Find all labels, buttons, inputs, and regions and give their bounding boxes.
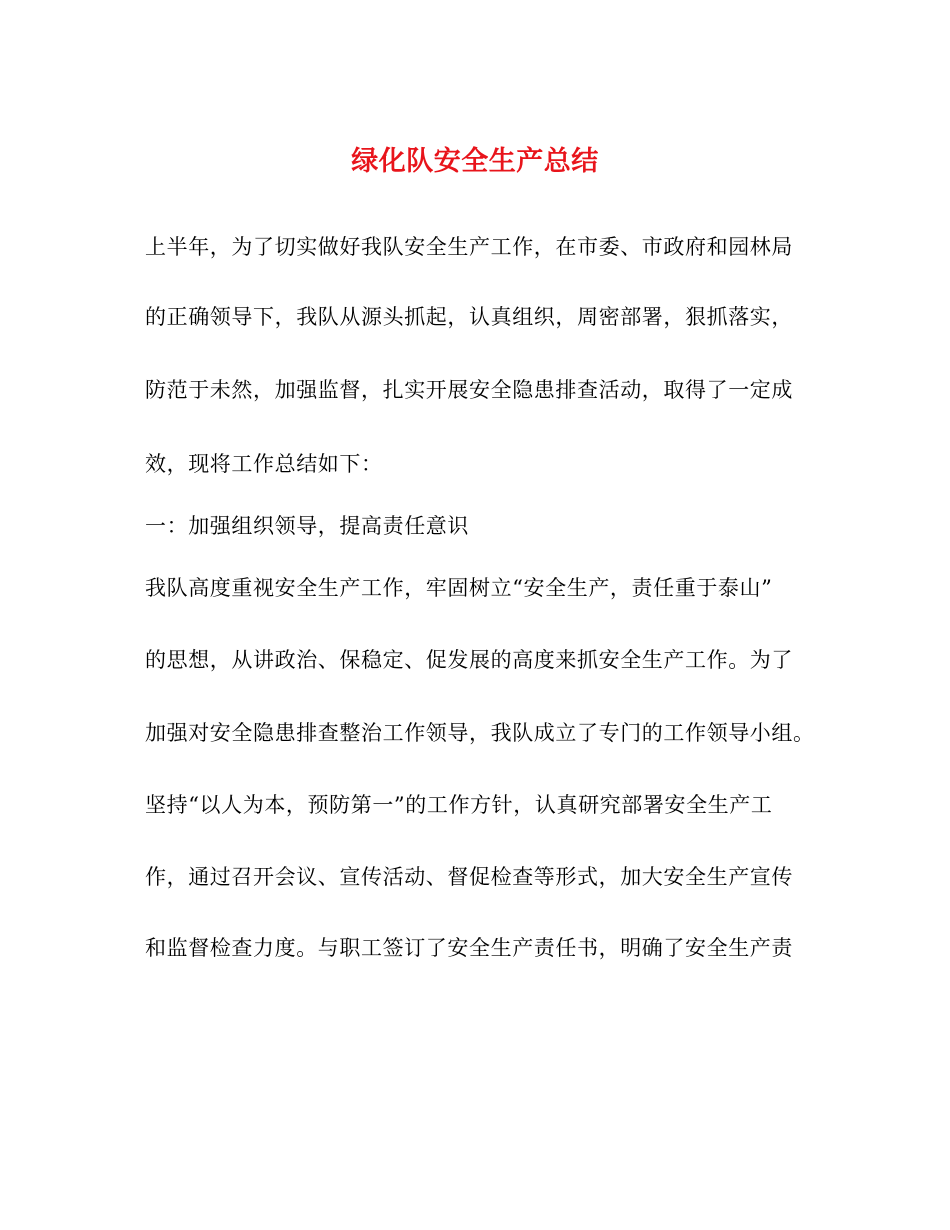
paragraph-line: 加强对安全隐患排查整治工作领导，我队成立了专门的工作领导小组。 — [145, 721, 815, 745]
paragraph-line: 效，现将工作总结如下： — [145, 452, 383, 476]
paragraph-line: 作，通过召开会议、宣传活动、督促检查等形式，加大安全生产宣传 — [145, 865, 793, 889]
document-title: 绿化队安全生产总结 — [351, 146, 599, 177]
paragraph-line: 的思想，从讲政治、保稳定、促发展的高度来抓安全生产工作。为了 — [145, 648, 793, 672]
paragraph-line: 的正确领导下，我队从源头抓起，认真组织，周密部署，狠抓落实， — [145, 305, 793, 329]
section-heading: 一：加强组织领导，提高责任意识 — [145, 514, 469, 538]
paragraph-line: 上半年，为了切实做好我队安全生产工作，在市委、市政府和园林局 — [145, 235, 793, 259]
paragraph-line: 我队高度重视安全生产工作，牢固树立“安全生产，责任重于泰山” — [145, 576, 773, 600]
paragraph-line: 和监督检查力度。与职工签订了安全生产责任书，明确了安全生产责 — [145, 936, 793, 960]
paragraph-line: 防范于未然，加强监督，扎实开展安全隐患排查活动，取得了一定成 — [145, 378, 793, 402]
paragraph-line: 坚持“以人为本，预防第一”的工作方针，认真研究部署安全生产工 — [145, 793, 773, 817]
